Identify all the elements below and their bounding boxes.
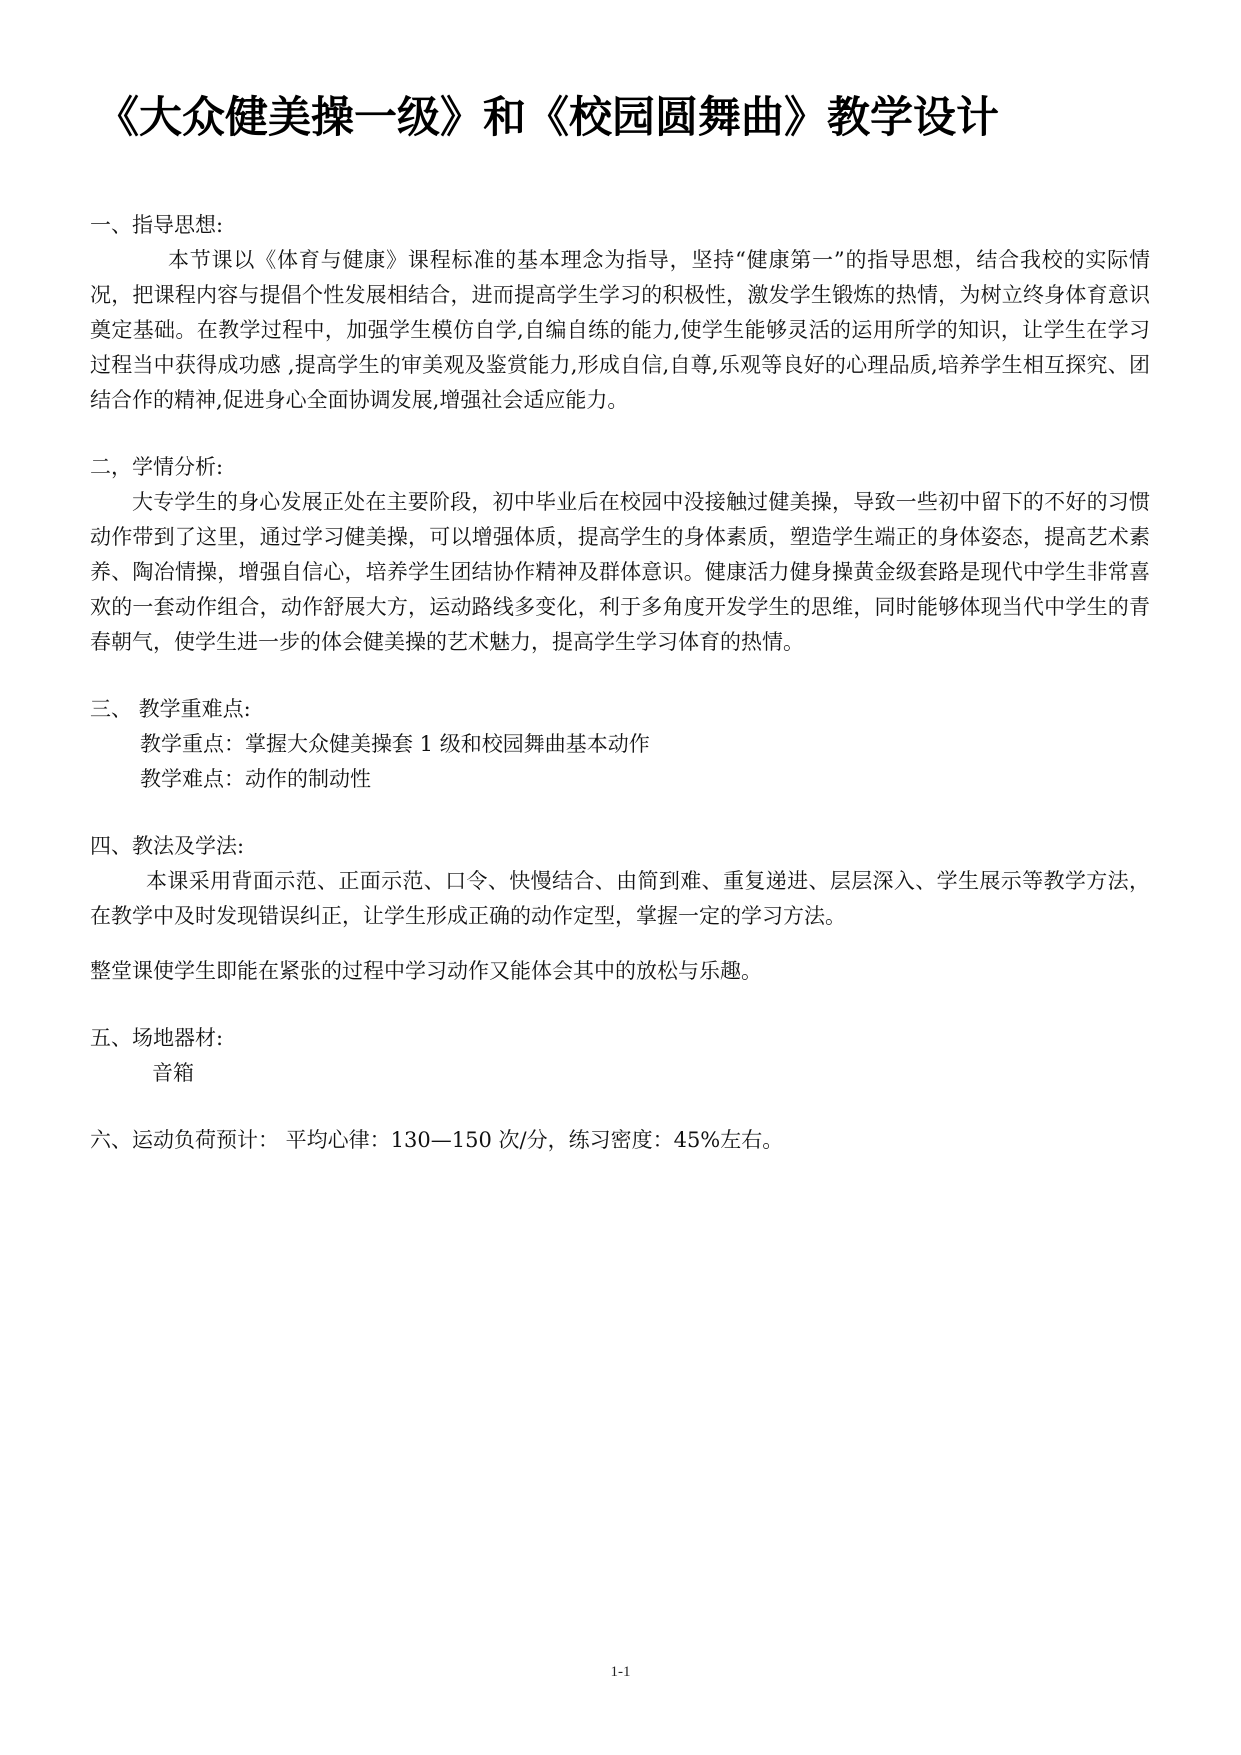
section-heading-methods: 四、教法及学法: [90, 834, 245, 858]
equipment-item: 音箱 [152, 1061, 194, 1085]
section-heading-key-points: 三、 教学重难点: [90, 697, 251, 721]
spacer [90, 934, 1150, 954]
key-point-line: 教学重点：掌握大众健美操套 1 级和校园舞曲基本动作 [140, 732, 650, 756]
spacer [90, 418, 1150, 450]
paragraph-guiding-thought: 本节课以《体育与健康》课程标准的基本理念为指导，坚持“健康第一”的指导思想，结合我校的实际情况，把课程内容与提倡个性发展相结合，进而提高学生学习的积极性，激发学生锻炼的热情，为树立终身体育意识奠定基础。在教学过程中，加强学生模仿自学,自编自练的能力,使学生能够灵活的运用所学的知识，让学生在学习过程当中获得成功感 ,提高学生的审美观及鉴赏能力,形成自信,自尊,乐观等良好的心理品质,培养学生相互探究、团结合作的精神,促进身心全面协调发展,增强社会适应能力。 [90, 248, 1150, 412]
page-number: 1-1 [610, 1664, 631, 1680]
spacer [90, 660, 1150, 692]
document-title: 《大众健美操一级》和《校园圆舞曲》教学设计 [96, 93, 999, 143]
paragraph-methods: 本课采用背面示范、正面示范、口令、快慢结合、由简到难、重复递进、层层深入、学生展示等教学方法，在教学中及时发现错误纠正，让学生形成正确的动作定型，掌握一定的学习方法。 [90, 869, 1150, 928]
paragraph-student-analysis: 大专学生的身心发展正处在主要阶段，初中毕业后在校园中没接触过健美操，导致一些初中留下的不好的习惯动作带到了这里，通过学习健美操，可以增强体质，提高学生的身体素质，塑造学生端正的身体姿态，提高艺术素养、陶冶情操，增强自信心，培养学生团结协作精神及群体意识。健康活力健身操黄金级套路是现代中学生非常喜欢的一套动作组合，动作舒展大方，运动路线多变化，利于多角度开发学生的思维，同时能够体现当代中学生的青春朝气，使学生进一步的体会健美操的艺术魅力，提高学生学习体育的热情。 [90, 490, 1150, 654]
document-body [90, 208, 1150, 1158]
section-exercise-load: 六、运动负荷预计： 平均心律：130—150 次/分，练习密度：45%左右。 [90, 1128, 784, 1152]
difficult-point-line: 教学难点：动作的制动性 [140, 767, 371, 791]
section-heading-guiding-thought: 一、指导思想: [90, 213, 224, 237]
paragraph-summary: 整堂课使学生即能在紧张的过程中学习动作又能体会其中的放松与乐趣。 [90, 959, 762, 983]
spacer [90, 797, 1150, 829]
section-heading-equipment: 五、场地器材: [90, 1026, 224, 1050]
section-heading-student-analysis: 二，学情分析: [90, 455, 224, 479]
spacer [90, 989, 1150, 1021]
spacer [90, 1091, 1150, 1123]
